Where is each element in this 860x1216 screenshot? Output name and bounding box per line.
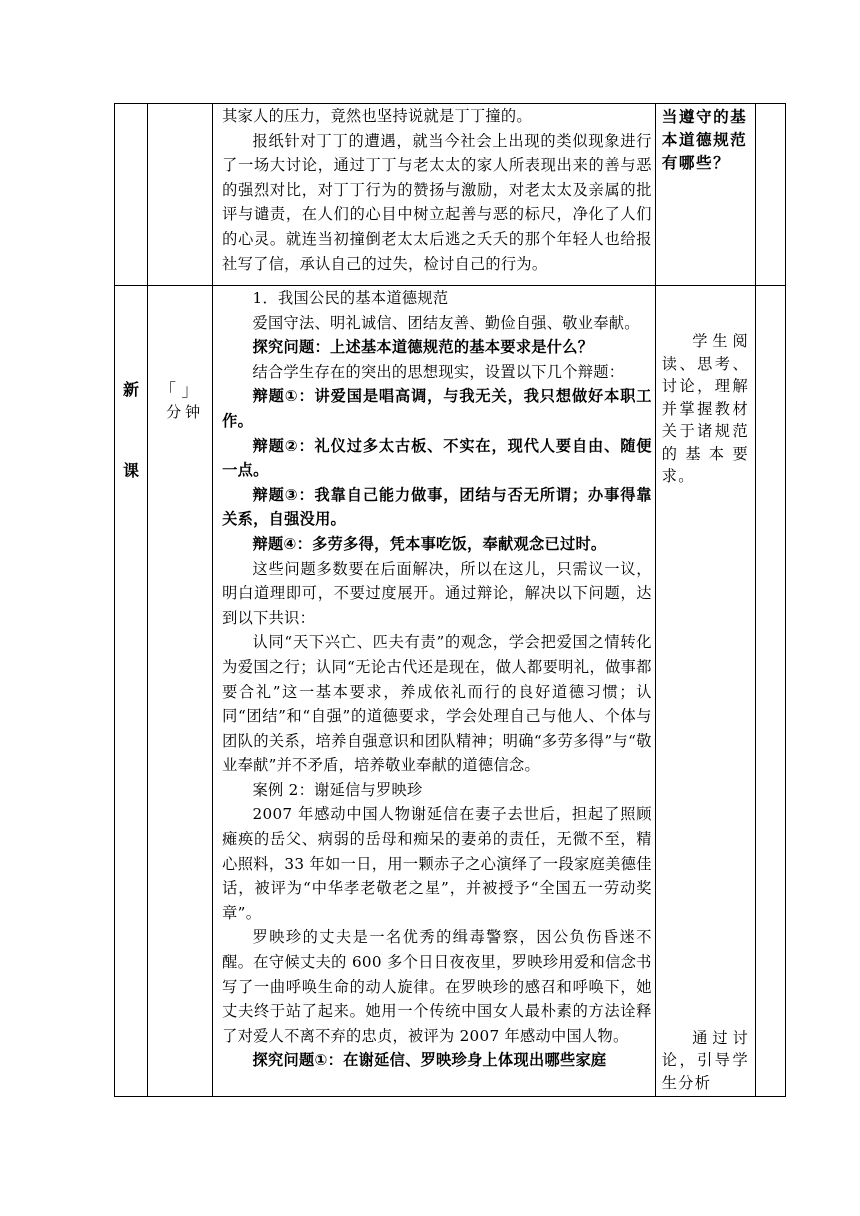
paragraph: 结合学生存在的突出的思想现实，设置以下几个辩题： [252, 362, 625, 381]
content-cell [213, 104, 656, 286]
paragraph: 其家人的压力，竟然也坚持说就是丁丁撞的。 [222, 107, 532, 125]
debate-topic: 辩题④：多劳多得，凭本事吃饭，奉献观念已过时。 [252, 534, 607, 553]
debate-topic: 辩题②：礼仪过多太古板、不实在，现代人要自由、随便一点。 [222, 436, 652, 480]
section-cell [115, 104, 148, 286]
section-cell [115, 286, 148, 1097]
section-label-top: 新 [123, 380, 140, 399]
content-cell [213, 286, 656, 1097]
time-unit: 分钟 [166, 403, 205, 421]
paragraph: 爱国守法、明礼诚信、团结友善、勤俭自强、敬业奉献。 [252, 313, 640, 332]
paragraph: 罗映珍的丈夫是一名优秀的缉毒警察，因公负伤昏迷不醒。在守候丈夫的 600 多个日日夜夜里，罗映珍用爱和信念书写了一曲呼唤生命的动人旋律。在罗映珍的感召和呼唤下，她丈夫终于站了起来。她用一个传统中国女人最朴素的方法诠释了对爱人不离不弃的忠贞，被评为 2007 年感动中国人物。 [222, 928, 652, 1045]
lesson-plan-table [114, 103, 786, 1097]
paragraph: 这些问题多数要在后面解决，所以在这儿，只需议一议，明白道理即可，不要过度展开。通过辩论，解决以下问题，达到以下共识： [222, 559, 652, 627]
section-label-bottom: 课 [123, 461, 140, 480]
paragraph: 认同“天下兴亡、匹夫有责”的观念，学会把爱国之情转化为爱国之行；认同“无论古代还是现在，做人都要明礼，做事都要合礼”这一基本要求，养成依礼而行的良好道德习惯；认同“团结”和“自强”的道德要求，学会处理自己与他人、个体与团队的关系，培养自强意识和团队精神；明确“多劳多得”与“敬业奉献”并不矛盾，培养敬业奉献的道德信念。 [222, 633, 652, 775]
paragraph: 报纸针对丁丁的遭遇，就当今社会上出现的类似现象进行了一场大讨论，通过丁丁与老太太的家人所表现出来的善与恶的强烈对比，对丁丁行为的赞扬与激励，对老太太及亲属的批评与谴责，在人们的心目中树立起善与恶的标尺，净化了人们的心灵。就连当初撞倒老太太后逃之夭夭的那个年轻人也给报社写了信，承认自己的过失，检讨自己的行为。 [222, 131, 652, 273]
time-cell [148, 104, 213, 286]
inquiry-question: 探究问题①：在谢延信、罗映珍身上体现出哪些家庭 [252, 1051, 607, 1070]
time-cell [148, 286, 213, 1097]
activity-cell [655, 104, 755, 286]
paragraph: 2007 年感动中国人物谢延信在妻子去世后，担起了照顾瘫痪的岳父、病弱的岳母和痴呆的妻弟的责任，无微不至，精心照料，33 年如一日，用一颗赤子之心演绎了一段家庭美德佳话，被评为“中华孝老敬老之星”，并被授予“全国五一劳动奖章”。 [222, 805, 652, 922]
notes-cell [755, 286, 785, 1097]
time-bracket: 「 」 [159, 381, 199, 401]
student-activity: 学生阅读、思考、讨论，理解并掌握教材关于诸规范的基本要求。 [661, 332, 749, 485]
case-title: 案例 2：谢延信与罗映珍 [252, 780, 423, 799]
activity-cell [655, 286, 755, 1097]
table-row [115, 286, 786, 1097]
question-text: 当遵守的基本道德规范有哪些？ [661, 108, 748, 172]
notes-cell [755, 104, 785, 286]
table-row [115, 104, 786, 286]
heading: 1．我国公民的基本道德规范 [252, 289, 449, 307]
debate-topic: 辩题①：讲爱国是唱高调，与我无关，我只想做好本职工作。 [222, 387, 652, 430]
inquiry-question: 探究问题：上述基本道德规范的基本要求是什么？ [252, 338, 594, 357]
debate-topic: 辩题③：我靠自己能力做事，团结与否无所谓；办事得靠关系，自强没用。 [222, 485, 652, 529]
teacher-activity: 通过讨论，引导学生分析 [661, 1028, 749, 1092]
